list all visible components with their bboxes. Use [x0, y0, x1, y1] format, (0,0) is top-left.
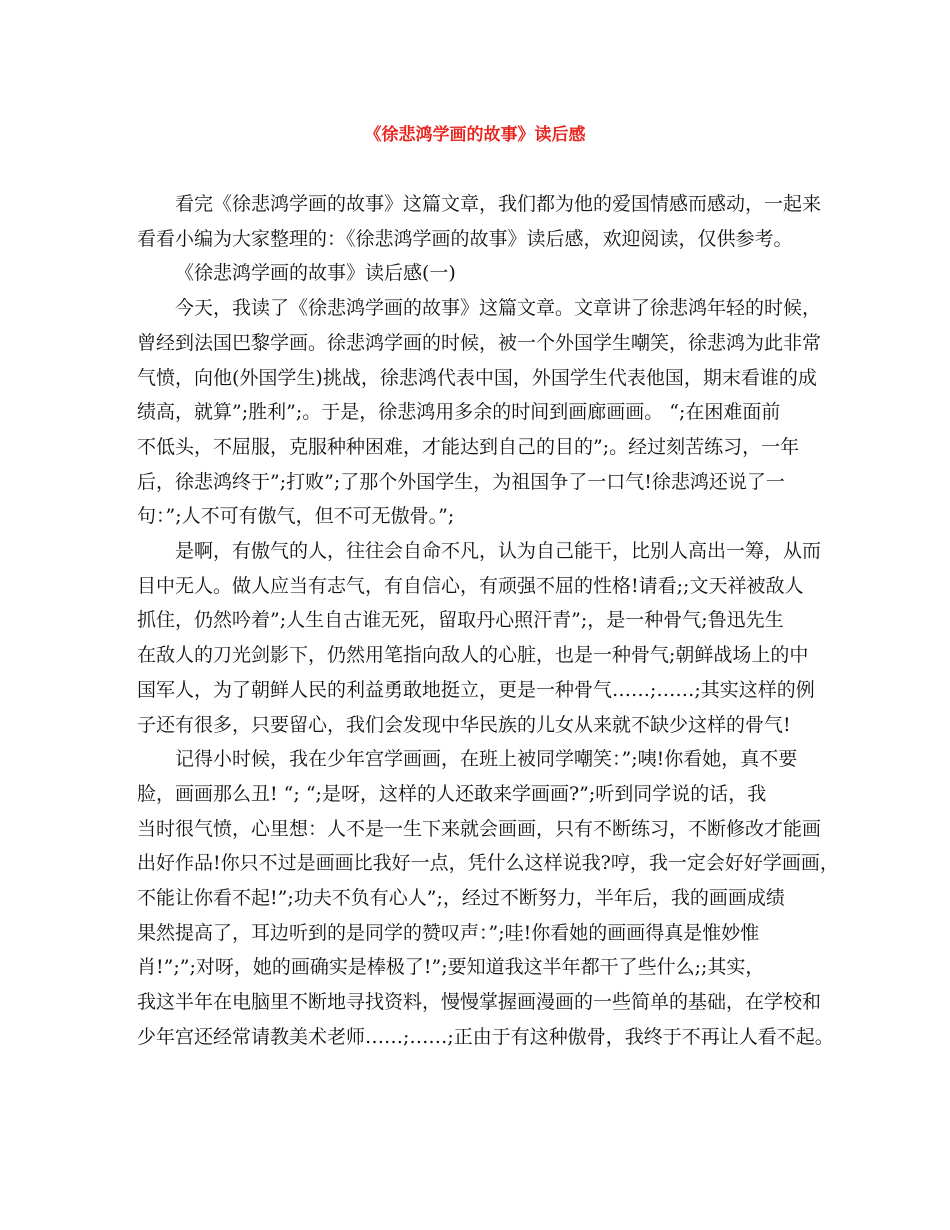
- paragraph-line: 肖!”;”;对呀，她的画确实是棒极了!”;要知道我这半年都干了些什么;;其实，: [137, 956, 765, 979]
- paragraph-line: 后，徐悲鸿终于”;打败”;了那个外国学生，为祖国争了一口气!徐悲鸿还说了一: [137, 470, 785, 493]
- paragraph-line: 子还有很多，只要留心，我们会发现中华民族的儿女从来就不缺少这样的骨气!: [137, 713, 791, 736]
- paragraph-line: 曾经到法国巴黎学画。徐悲鸿学画的时候，被一个外国学生嘲笑，徐悲鸿为此非常: [137, 331, 822, 354]
- paragraph-line: 记得小时候，我在少年宫学画画，在班上被同学嘲笑：”;咦!你看她，真不要: [175, 748, 798, 771]
- document-body: [137, 187, 839, 1055]
- paragraph-line: 出好作品!你只不过是画画比我好一点，凭什么这样说我?哼，我一定会好好学画画，: [137, 852, 839, 875]
- paragraph-line: 果然提高了，耳边听到的是同学的赞叹声：”;哇!你看她的画画得真是惟妙惟: [137, 921, 760, 944]
- paragraph-line: 看看小编为大家整理的：《徐悲鸿学画的故事》读后感，欢迎阅读，仅供参考。: [137, 227, 793, 250]
- paragraph-line: 目中无人。做人应当有志气，有自信心，有顽强不屈的性格!请看;;文天祥被敌人: [137, 574, 804, 597]
- paragraph-line: 看完《徐悲鸿学画的故事》这篇文章，我们都为他的爱国情感而感动，一起来: [175, 193, 822, 215]
- paragraph-line: 气愤，向他(外国学生)挑战，徐悲鸿代表中国，外国学生代表他国，期末看谁的成: [137, 366, 817, 389]
- paragraph-line: 句：”;人不可有傲气，但不可无傲骨。”;: [137, 505, 455, 528]
- paragraph-line: 我这半年在电脑里不断地寻找资料，慢慢掌握画漫画的一些简单的基础，在学校和: [137, 991, 822, 1014]
- page-title: 《徐悲鸿学画的故事》读后感: [364, 125, 586, 145]
- paragraph-line: 是啊，有傲气的人，往往会自命不凡，认为自己能干，比别人高出一筹，从而: [175, 540, 822, 563]
- paragraph-line: 抓住，仍然吟着”;人生自古谁无死，留取丹心照汗青”;，是一种骨气;鲁迅先生: [137, 609, 784, 632]
- paragraph-line: 不能让你看不起!”;功夫不负有心人”;，经过不断努力，半年后，我的画画成绩: [137, 887, 785, 910]
- paragraph-line: 当时很气愤，心里想：人不是一生下来就会画画，只有不断练习，不断修改才能画: [137, 817, 822, 840]
- paragraph-line: 不低头，不屈服，克服种种困难，才能达到自己的目的”;。经过刻苦练习，一年: [137, 435, 800, 458]
- paragraph-line: 少年宫还经常请教美术老师……;……;正由于有这种傲骨，我终于不再让人看不起。: [137, 1025, 834, 1048]
- paragraph-line: 今天，我读了《徐悲鸿学画的故事》这篇文章。文章讲了徐悲鸿年轻的时候，: [175, 297, 822, 320]
- paragraph-line: 在敌人的刀光剑影下，仍然用笔指向敌人的心脏，也是一种骨气;朝鲜战场上的中: [137, 644, 809, 667]
- paragraph-line: 绩高，就算”;胜利”;。于是，徐悲鸿用多余的时间到画廊画画。 “;在困难面前: [137, 401, 781, 424]
- paragraph-line: 脸，画画那么丑! “; “;是呀，这样的人还敢来学画画?”;听到同学说的话，我: [137, 782, 767, 805]
- section-heading: 《徐悲鸿学画的故事》读后感(一): [175, 262, 456, 285]
- paragraph-line: 国军人，为了朝鲜人民的利益勇敢地挺立，更是一种骨气……;……;其实这样的例: [137, 678, 815, 701]
